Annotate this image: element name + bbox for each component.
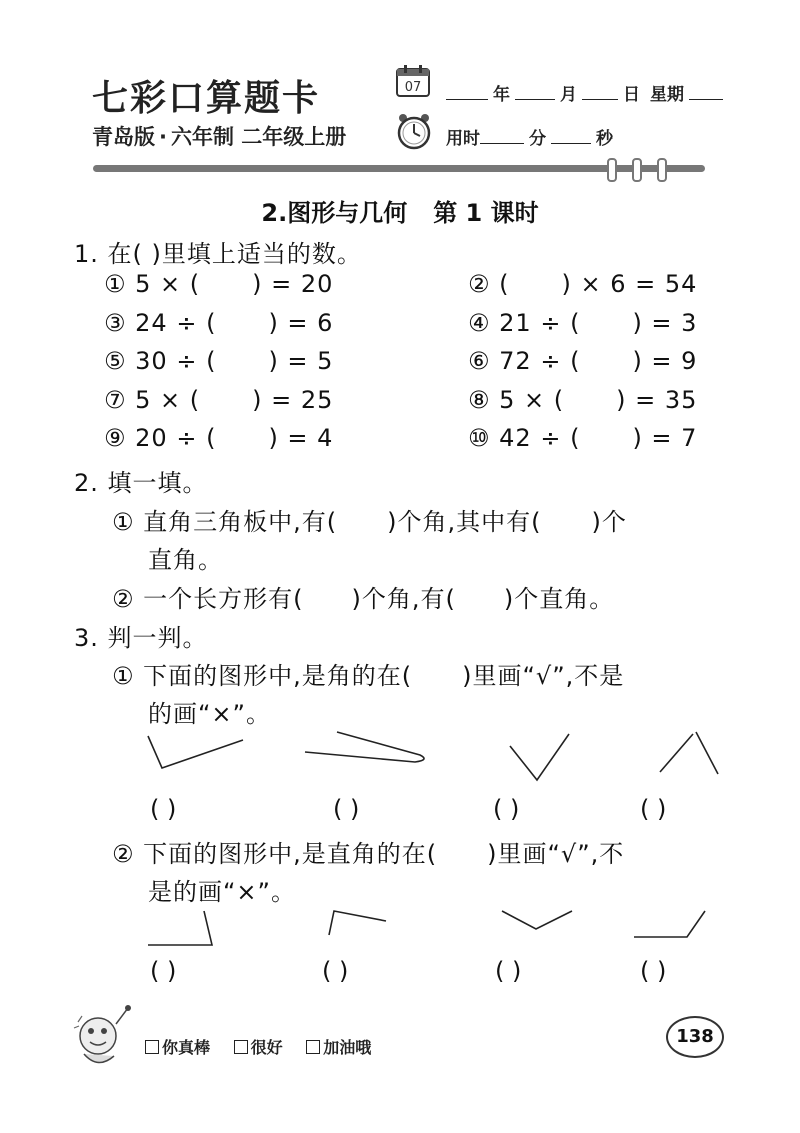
answer-paren[interactable]: ( ): [493, 795, 520, 823]
weekday-blank[interactable]: [689, 85, 723, 100]
day-blank[interactable]: [582, 85, 618, 100]
q1-item: [468, 309, 697, 337]
shape-open-curve: [305, 732, 424, 762]
minutes-label: 分: [529, 129, 546, 149]
year-blank[interactable]: [446, 85, 488, 100]
equation-left: 20 ÷ (: [135, 424, 217, 452]
shape-right-angle-candidate-4: [634, 911, 705, 937]
q2-item-1: [112, 502, 627, 537]
q1-title: 1. 在( )里填上适当的数。: [74, 240, 362, 268]
shape-right-angle-candidate-1: [148, 911, 212, 945]
q2-text-part: )个直角。: [503, 585, 615, 613]
edition-line: 青岛版 · 六年制 二年级上册: [92, 125, 347, 149]
answer-paren[interactable]: ( ): [640, 957, 667, 985]
q3-text-part: )里画“√”,不: [487, 840, 625, 868]
rating-label: 加油哦: [323, 1038, 372, 1057]
equation-left: (: [499, 270, 510, 298]
equation-right: ) = 6: [268, 309, 334, 337]
time-fields: [446, 124, 618, 149]
self-rating: [145, 1035, 389, 1058]
shape-right-angle-candidate-3: [502, 911, 572, 929]
q1-item: [468, 386, 697, 414]
binder-ring: [632, 158, 642, 182]
q2-item-1-cont: 直角。: [148, 546, 223, 574]
q1-item: [468, 347, 697, 375]
seconds-blank[interactable]: [551, 129, 591, 144]
item-number: ①: [104, 270, 127, 298]
q3-text-part: ② 下面的图形中,是直角的在(: [112, 840, 438, 868]
answer-paren[interactable]: ( ): [333, 795, 360, 823]
publisher: 青岛版: [92, 125, 155, 149]
lesson-period: 第 1 课时: [433, 199, 539, 227]
equation-left: 5 × (: [135, 386, 201, 414]
equation-right: ) = 4: [268, 424, 334, 452]
answer-paren[interactable]: ( ): [150, 795, 177, 823]
year-label: 年: [493, 85, 510, 105]
clock-icon: [396, 112, 432, 150]
item-number: ②: [468, 270, 491, 298]
shape-separated-lines: [660, 732, 718, 774]
q3-title: 3. 判一判。: [74, 624, 208, 652]
lesson-title: [0, 193, 800, 228]
month-label: 月: [560, 85, 577, 105]
item-number: ⑩: [468, 424, 491, 452]
answer-paren[interactable]: ( ): [322, 957, 349, 985]
equation-right: ) = 20: [252, 270, 334, 298]
mascot-icon: [70, 1002, 138, 1072]
equation-left: 72 ÷ (: [499, 347, 581, 375]
item-number: ③: [104, 309, 127, 337]
shape-angle-1: [148, 736, 243, 768]
rating-label: 很好: [250, 1038, 283, 1057]
answer-paren[interactable]: ( ): [640, 795, 667, 823]
answer-paren[interactable]: ( ): [150, 957, 177, 985]
shape-angle-2: [510, 734, 569, 780]
rating-excellent[interactable]: [145, 1038, 210, 1057]
calendar-icon: [395, 64, 431, 98]
binder-ring: [657, 158, 667, 182]
q2-item-2: [112, 579, 614, 614]
equation-right: ) = 35: [616, 386, 698, 414]
shape-right-angle-candidate-2: [329, 911, 386, 935]
equation-left: 21 ÷ (: [499, 309, 581, 337]
q2-text-part: )个: [591, 508, 627, 536]
q3-text-part: )里画“√”,不是: [462, 662, 625, 690]
q3-text-part: ① 下面的图形中,是角的在(: [112, 662, 413, 690]
q3-item-1-cont: 的画“×”。: [148, 700, 271, 728]
item-number: ⑧: [468, 386, 491, 414]
brand-title: 七彩口算题卡: [92, 78, 321, 119]
q1-item: [104, 347, 333, 375]
q3-shapes-row-2: [140, 905, 730, 950]
equation-left: 5 × (: [135, 270, 201, 298]
equation-right: ) × 6 = 54: [561, 270, 698, 298]
time-used-label: 用时: [446, 129, 480, 149]
rating-label: 你真棒: [162, 1038, 211, 1057]
equation-left: 5 × (: [499, 386, 565, 414]
q1-item: [104, 424, 333, 452]
answer-paren[interactable]: ( ): [495, 957, 522, 985]
equation-left: 42 ÷ (: [499, 424, 581, 452]
seconds-label: 秒: [596, 129, 613, 149]
equation-right: ) = 7: [632, 424, 698, 452]
q2-text-part: ② 一个长方形有(: [112, 585, 304, 613]
equation-left: 24 ÷ (: [135, 309, 217, 337]
equation-right: ) = 5: [268, 347, 334, 375]
q2-title: 2. 填一填。: [74, 469, 208, 497]
item-number: ⑦: [104, 386, 127, 414]
equation-right: ) = 3: [632, 309, 698, 337]
q3-shapes-row-1: [140, 728, 730, 788]
q1-item: [468, 270, 697, 298]
date-fields: [446, 80, 723, 105]
q1-item: [104, 270, 333, 298]
q2-text-part: )个角,有(: [351, 585, 456, 613]
rating-keep-going[interactable]: [306, 1038, 371, 1057]
equation-right: ) = 25: [252, 386, 334, 414]
q1-item: [104, 309, 333, 337]
page-number: 138: [666, 1016, 724, 1058]
weekday-label: 星期: [650, 85, 684, 105]
grade-info: 六年制 二年级上册: [170, 125, 347, 149]
equation-left: 30 ÷ (: [135, 347, 217, 375]
item-number: ⑥: [468, 347, 491, 375]
month-blank[interactable]: [515, 85, 555, 100]
minutes-blank[interactable]: [480, 129, 524, 144]
item-number: ④: [468, 309, 491, 337]
q3-item-2: [112, 834, 624, 869]
rating-good[interactable]: [234, 1038, 283, 1057]
item-number: ⑤: [104, 347, 127, 375]
binder-ring: [607, 158, 617, 182]
q2-text-part: ① 直角三角板中,有(: [112, 508, 338, 536]
calendar-number: 07: [404, 80, 422, 95]
q2-text-part: )个角,其中有(: [387, 508, 542, 536]
q1-item: [104, 386, 333, 414]
day-label: 日: [623, 85, 640, 105]
q3-item-2-cont: 是的画“×”。: [148, 878, 296, 906]
q1-item: [468, 424, 697, 452]
lesson-topic: 2.图形与几何: [261, 199, 408, 227]
item-number: ⑨: [104, 424, 127, 452]
equation-right: ) = 9: [632, 347, 698, 375]
q3-item-1: [112, 656, 624, 691]
